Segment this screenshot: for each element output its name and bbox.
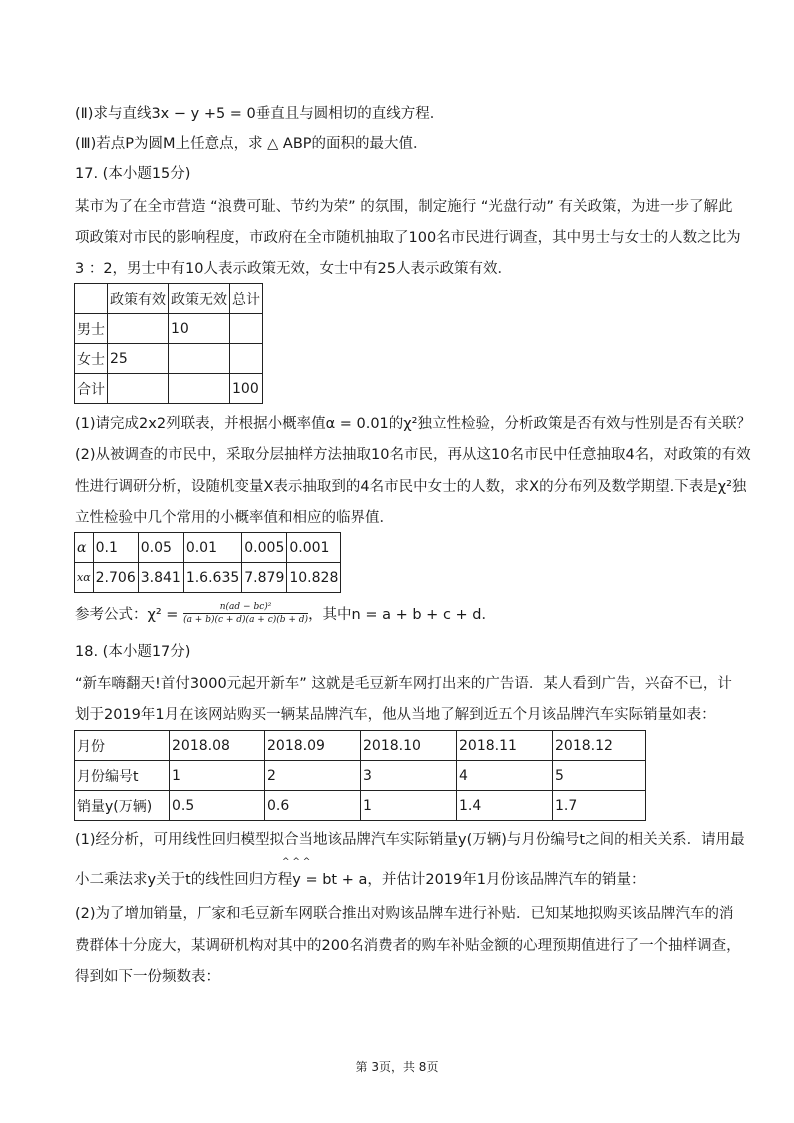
- formula-fraction: [183, 602, 308, 625]
- table-row: [75, 374, 263, 404]
- table-cell: 0.05: [138, 533, 183, 563]
- table-cell: 0.6: [265, 791, 361, 821]
- table-cell: 月份编号t: [75, 761, 170, 791]
- table-cell: [169, 374, 230, 404]
- table-cell: 10: [169, 314, 230, 344]
- q18-subquestion-2: (2)为了增加销量，厂家和毛豆新车网联合推出对购该品牌车进行补贴．已知某地拟购买该品牌汽车的消: [75, 906, 734, 922]
- formula-prefix: 参考公式：χ² =: [75, 607, 184, 623]
- table-cell: 合计: [75, 374, 108, 404]
- q18-subquestion-1: 小二乘法求y关于t的线性回归方程y = bt + a，并估计2019年1月份该品牌汽车的销量：: [75, 872, 646, 888]
- q17-heading: 17. (本小题15分): [75, 166, 191, 182]
- page-number-footer: 第 3页，共 8页: [355, 1060, 439, 1074]
- q18-subquestion-1: (1)经分析，可用线性回归模型拟合当地该品牌汽车实际销量y(万辆)与月份编号t之间的相关关系．请用最: [75, 832, 745, 848]
- contingency-table: [74, 283, 263, 404]
- table-cell: [230, 314, 263, 344]
- table-cell: 0.005: [242, 533, 287, 563]
- sales-table: [74, 730, 646, 821]
- table-cell: 2.706: [93, 563, 138, 593]
- table-cell: 0.01: [183, 533, 241, 563]
- q18-paragraph-line: “新车嗨翻天!首付3000元起开新车” 这就是毛豆新车网打出来的广告语．某人看到广告，兴奋不已，计: [75, 676, 732, 692]
- reference-formula: [75, 602, 496, 632]
- critical-value-table: [74, 532, 341, 593]
- table-cell: 男士: [75, 314, 108, 344]
- table-cell: 2018.11: [457, 731, 553, 761]
- table-cell: 总计: [230, 284, 263, 314]
- table-cell: [108, 374, 169, 404]
- table-cell: 1.7: [553, 791, 646, 821]
- q18-paragraph-line: 划于2019年1月在该网站购买一辆某品牌汽车，他从当地了解到近五个月该品牌汽车实际销量如表：: [75, 707, 716, 723]
- q18-heading: 18. (本小题17分): [75, 644, 191, 660]
- table-cell: 2: [265, 761, 361, 791]
- table-cell: 100: [230, 374, 263, 404]
- q17-subquestion-1: (1)请完成2x2列联表，并根据小概率值α = 0.01的χ²独立性检验，分析政策是否有效与性别是否有关联？: [75, 416, 751, 432]
- table-cell: 1: [170, 761, 265, 791]
- table-cell: 0.001: [287, 533, 341, 563]
- q17-subquestion-2: (2)从被调查的市民中，采取分层抽样方法抽取10名市民，再从这10名市民中任意抽取4名，对政策的有效: [75, 447, 751, 463]
- q17-paragraph-line: 某市为了在全市营造 “浪费可耻、节约为荣” 的氛围，制定施行 “光盘行动” 有关政策，为进一步了解此: [75, 199, 733, 215]
- table-cell: 0.1: [93, 533, 138, 563]
- q18-subquestion-2: 费群体十分庞大，某调研机构对其中的200名消费者的购车补贴金额的心理预期值进行了一个抽样调查，: [75, 938, 741, 954]
- q18-subquestion-2: 得到如下一份频数表：: [75, 969, 220, 985]
- table-cell: 25: [108, 344, 169, 374]
- table-row: [75, 344, 263, 374]
- q17-subquestion-2: 性进行调研分析，设随机变量X表示抽取到的4名市民中女士的人数，求X的分布列及数学期望.下表是χ²独: [75, 479, 747, 495]
- q17-paragraph-line: 3 ：2，男士中有10人表示政策无效，女士中有25人表示政策有效．: [75, 261, 512, 277]
- table-cell: 销量y(万辆): [75, 791, 170, 821]
- table-cell: 4: [457, 761, 553, 791]
- table-cell: [108, 314, 169, 344]
- table-cell: 10.828: [287, 563, 341, 593]
- table-cell: 3.841: [138, 563, 183, 593]
- table-cell: 1: [361, 791, 457, 821]
- q16-part3: (Ⅲ)若点P为圆M上任意点，求 △ ABP的面积的最大值．: [75, 136, 428, 152]
- table-row: [75, 791, 646, 821]
- formula-numerator: n(ad − bc)²: [183, 602, 308, 614]
- table-cell: [169, 344, 230, 374]
- table-cell: 2018.09: [265, 731, 361, 761]
- regression-hat-marks: ^ ^ ^: [282, 857, 311, 867]
- q17-subquestion-2: 立性检验中几个常用的小概率值和相应的临界值．: [75, 510, 394, 526]
- table-cell: [75, 284, 108, 314]
- table-cell: 3: [361, 761, 457, 791]
- table-cell: 0.5: [170, 791, 265, 821]
- table-row: [75, 314, 263, 344]
- table-cell: α: [75, 533, 94, 563]
- table-cell: 女士: [75, 344, 108, 374]
- table-row: [75, 284, 263, 314]
- q16-part2: (Ⅱ)求与直线3x − y +5 = 0垂直且与圆相切的直线方程．: [75, 106, 445, 122]
- q17-paragraph-line: 项政策对市民的影响程度，市政府在全市随机抽取了100名市民进行调查，其中男士与女士的人数之比为: [75, 230, 741, 246]
- table-cell: 2018.08: [170, 731, 265, 761]
- table-cell: 5: [553, 761, 646, 791]
- table-cell: 2018.10: [361, 731, 457, 761]
- table-row: [75, 563, 341, 593]
- table-cell: 1.6.635: [183, 563, 241, 593]
- table-row: [75, 761, 646, 791]
- table-row: [75, 533, 341, 563]
- table-cell: 1.4: [457, 791, 553, 821]
- table-row: [75, 731, 646, 761]
- table-cell: [230, 344, 263, 374]
- formula-suffix: ，其中n = a + b + c + d．: [308, 607, 496, 623]
- table-cell: xα: [75, 563, 94, 593]
- table-cell: 月份: [75, 731, 170, 761]
- table-cell: 政策有效: [108, 284, 169, 314]
- table-cell: 政策无效: [169, 284, 230, 314]
- formula-denominator: (a + b)(c + d)(a + c)(b + d): [183, 615, 309, 625]
- table-cell: 7.879: [242, 563, 287, 593]
- table-cell: 2018.12: [553, 731, 646, 761]
